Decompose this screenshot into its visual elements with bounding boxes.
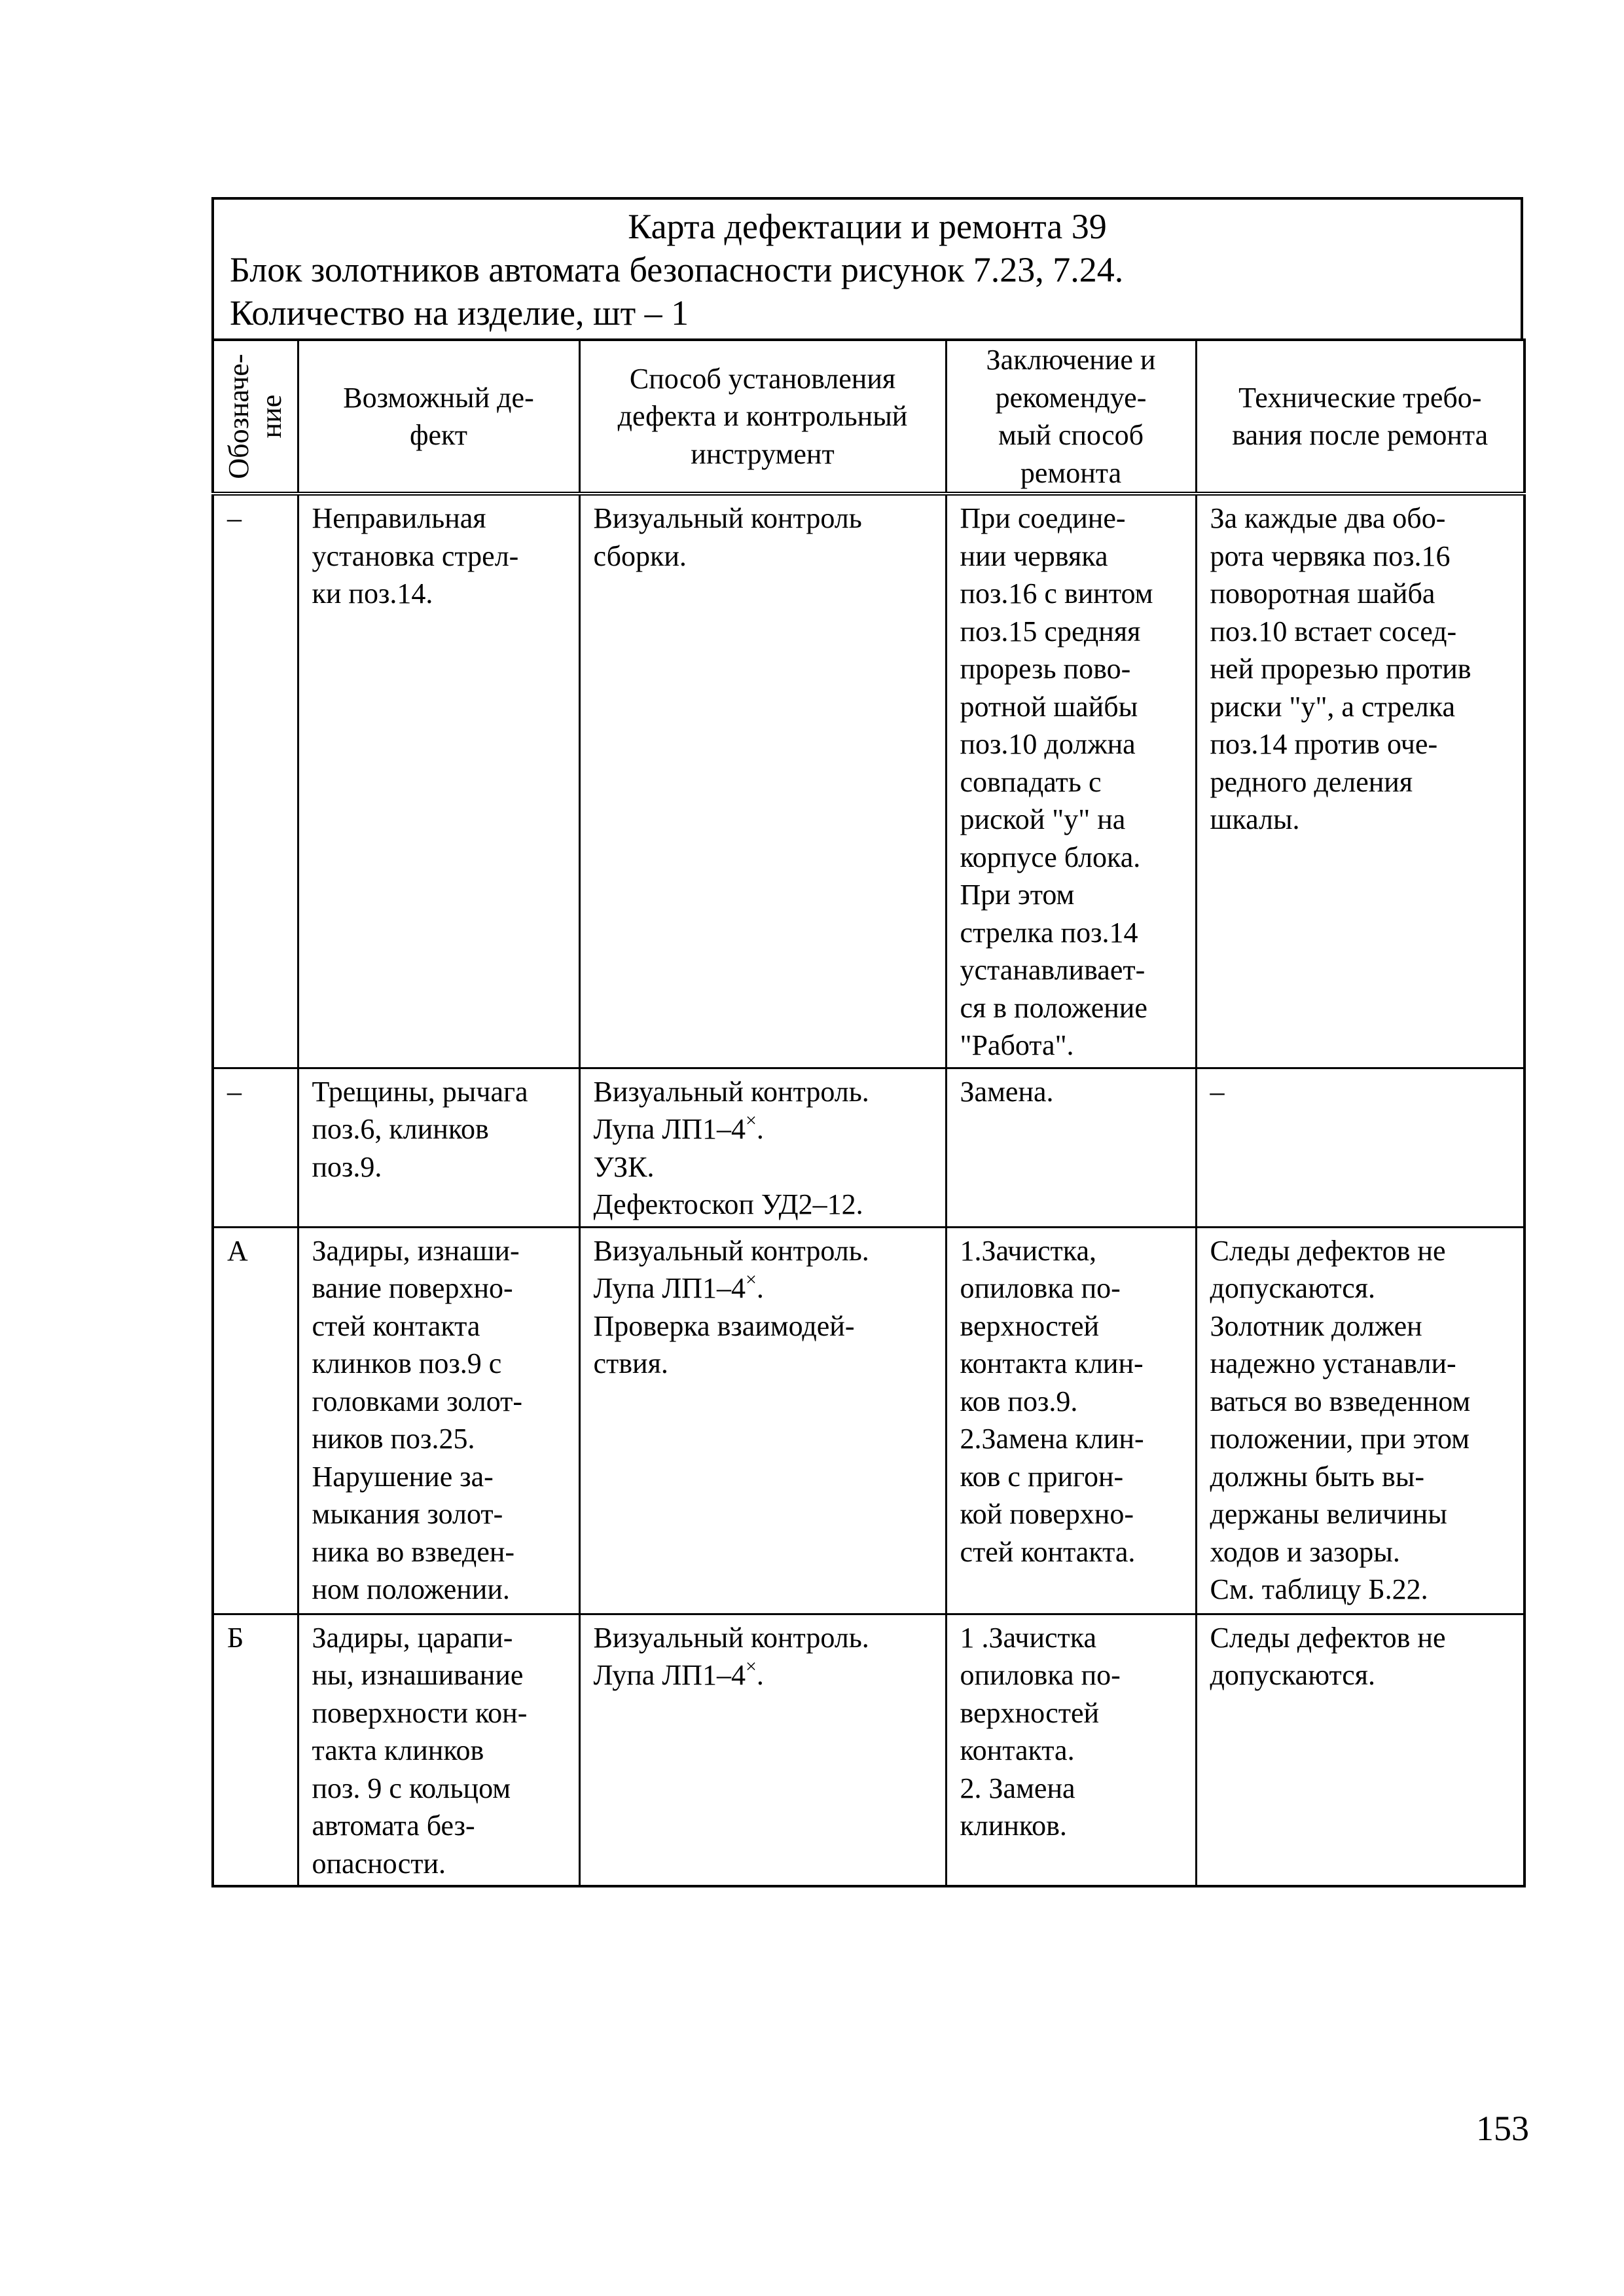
cell-line xyxy=(594,1619,933,1657)
cell-text: поз. 9 с кольцом xyxy=(312,1772,511,1804)
cell-line xyxy=(1210,1571,1512,1609)
header-defect: Возможный де- фект xyxy=(298,340,579,494)
table-row xyxy=(213,1614,1525,1886)
header-conclusion: Заключение и рекомендуе- мый способ ремонта xyxy=(946,340,1196,494)
cell-line xyxy=(960,500,1183,538)
cell-line xyxy=(960,1495,1183,1533)
cell-text: риской "у" на xyxy=(960,803,1126,835)
cell-line xyxy=(960,1656,1183,1694)
cell-text: За каждые два обо- xyxy=(1210,502,1446,534)
cell-line xyxy=(960,575,1183,613)
cell-text: верхностей xyxy=(960,1309,1100,1342)
cell-line xyxy=(1210,1533,1512,1571)
cell-line xyxy=(960,613,1183,651)
cell-text: Следы дефектов не xyxy=(1210,1234,1446,1267)
trailing-period: . xyxy=(756,1272,764,1304)
cell-text: кой поверхно- xyxy=(960,1498,1134,1530)
cell-text: риски "у", а стрелка xyxy=(1210,690,1455,723)
cell-line xyxy=(1210,575,1512,613)
cell-line xyxy=(960,538,1183,575)
cell-text: Визуальный контроль. xyxy=(593,1234,869,1267)
cell-defect xyxy=(298,1068,579,1227)
cell-line xyxy=(960,1269,1183,1307)
cell-method xyxy=(579,1068,946,1227)
table-body xyxy=(213,494,1525,1886)
cell-line xyxy=(1210,1345,1512,1383)
cell-method xyxy=(579,1227,946,1614)
cell-text: контакта. xyxy=(960,1734,1075,1766)
cell-text: Визуальный контроль. xyxy=(593,1621,869,1654)
cell-text: головками золот- xyxy=(312,1385,523,1417)
cell-line xyxy=(594,1148,933,1186)
cell-conclusion xyxy=(946,1227,1196,1614)
cell-text: допускаются. xyxy=(1210,1272,1376,1304)
cell-line xyxy=(1210,650,1512,688)
cell-text: ника во взведен- xyxy=(312,1535,515,1568)
cell-text: Следы дефектов не xyxy=(1210,1621,1446,1654)
cell-line xyxy=(312,1619,567,1657)
cell-text: поз.6, клинков xyxy=(312,1113,489,1145)
cell-text: рота червяка поз.16 xyxy=(1210,539,1451,572)
cell-line xyxy=(960,650,1183,688)
cell-line xyxy=(960,1307,1183,1345)
cell-text: Проверка взаимодей- xyxy=(593,1309,855,1342)
cell-text: Задиры, царапи- xyxy=(312,1621,513,1654)
cell-text: опиловка по- xyxy=(960,1272,1121,1304)
cell-text: ны, изнашивание xyxy=(312,1659,524,1691)
cell-line xyxy=(227,1619,285,1657)
cell-line xyxy=(960,876,1183,914)
cell-line xyxy=(1210,1073,1512,1111)
cell-designation xyxy=(213,494,298,1068)
cell-line xyxy=(312,1458,567,1496)
cell-text: ков с пригон- xyxy=(960,1460,1124,1493)
cell-line xyxy=(312,1232,567,1270)
cell-defect xyxy=(298,494,579,1068)
cell-text: ходов и зазоры. xyxy=(1210,1535,1400,1568)
cell-line xyxy=(960,763,1183,801)
superscript-mark: × xyxy=(745,1656,757,1677)
cell-line xyxy=(312,1571,567,1609)
cell-text: Нарушение за- xyxy=(312,1460,494,1493)
cell-text: нии червяка xyxy=(960,539,1108,572)
cell-line xyxy=(312,575,567,613)
cell-line xyxy=(1210,538,1512,575)
cell-text: редного деления xyxy=(1210,765,1413,798)
cell-requirements xyxy=(1196,1614,1525,1886)
cell-line xyxy=(960,1619,1183,1657)
cell-line xyxy=(960,839,1183,877)
card-header xyxy=(211,197,1523,338)
cell-text: мыкания золот- xyxy=(312,1498,503,1530)
cell-line xyxy=(312,1656,567,1694)
cell-line xyxy=(1210,1307,1512,1345)
cell-text: поз.10 должна xyxy=(960,728,1136,760)
cell-text: верхностей xyxy=(960,1696,1100,1729)
cell-line xyxy=(1210,1232,1512,1270)
cell-line xyxy=(960,1533,1183,1571)
cell-text: держаны величины xyxy=(1210,1498,1447,1530)
cell-conclusion xyxy=(946,1614,1196,1886)
cell-line xyxy=(312,1694,567,1732)
cell-text: ваться во взведенном xyxy=(1210,1385,1471,1417)
cell-line xyxy=(312,1073,567,1111)
cell-text: ся в положение xyxy=(960,991,1147,1024)
cell-text: – xyxy=(227,502,242,534)
superscript-mark: × xyxy=(745,1110,757,1131)
cell-text: "Работа". xyxy=(960,1029,1074,1061)
trailing-period: . xyxy=(756,1113,764,1145)
cell-text: ков поз.9. xyxy=(960,1385,1078,1417)
cell-line xyxy=(312,500,567,538)
cell-line xyxy=(312,1495,567,1533)
card-quantity: Количество на изделие, шт – 1 xyxy=(230,293,689,333)
cell-text: ном положении. xyxy=(312,1573,510,1605)
superscript-mark: × xyxy=(745,1269,757,1290)
card-title: Карта дефектации и ремонта 39 xyxy=(628,207,1107,246)
cell-line xyxy=(227,1232,285,1270)
cell-line xyxy=(1210,1383,1512,1421)
cell-line xyxy=(312,1307,567,1345)
cell-line xyxy=(594,1186,933,1224)
cell-line xyxy=(312,1383,567,1421)
cell-defect xyxy=(298,1227,579,1614)
cell-line xyxy=(227,500,285,538)
cell-line xyxy=(594,500,933,538)
cell-text: надежно устанавли- xyxy=(1210,1347,1456,1379)
cell-line xyxy=(960,688,1183,726)
cell-line xyxy=(312,1420,567,1458)
header-requirements: Технические требо- вания после ремонта xyxy=(1196,340,1525,494)
cell-text: положении, при этом xyxy=(1210,1423,1470,1455)
cell-text: Дефектоскоп УД2–12. xyxy=(593,1188,863,1220)
cell-text: опиловка по- xyxy=(960,1659,1121,1691)
cell-line xyxy=(960,1345,1183,1383)
cell-text: Лупа ЛП1–4 xyxy=(593,1272,746,1304)
cell-text: 1.Зачистка, xyxy=(960,1234,1096,1267)
cell-line xyxy=(312,1845,567,1883)
cell-text: Визуальный контроль xyxy=(593,502,862,534)
header-designation: Обозначе- ние xyxy=(213,340,298,494)
cell-text: поз.16 с винтом xyxy=(960,577,1153,610)
cell-line xyxy=(1210,500,1512,538)
cell-text: УЗК. xyxy=(593,1150,655,1183)
cell-line xyxy=(594,1073,933,1111)
cell-line xyxy=(1210,801,1512,839)
cell-text: поз.9. xyxy=(312,1150,382,1183)
cell-method xyxy=(579,494,946,1068)
cell-line xyxy=(312,1148,567,1186)
cell-text: См. таблицу Б.22. xyxy=(1210,1573,1428,1605)
table-row xyxy=(213,1068,1525,1227)
cell-text: поворотная шайба xyxy=(1210,577,1435,610)
cell-line xyxy=(594,1656,933,1694)
cell-line xyxy=(1210,1458,1512,1496)
cell-line xyxy=(1210,1495,1512,1533)
cell-text: клинков поз.9 с xyxy=(312,1347,502,1379)
cell-text: шкалы. xyxy=(1210,803,1300,835)
cell-line xyxy=(960,951,1183,989)
cell-text: установка стрел- xyxy=(312,539,519,572)
cell-line xyxy=(312,1770,567,1808)
header-row xyxy=(213,340,1525,494)
table-row xyxy=(213,494,1525,1068)
cell-text: ствия. xyxy=(593,1347,668,1379)
cell-text: Трещины, рычага xyxy=(312,1075,528,1108)
cell-line xyxy=(960,989,1183,1027)
cell-text: При соедине- xyxy=(960,502,1126,534)
cell-text: – xyxy=(1210,1075,1225,1108)
cell-text: – xyxy=(227,1075,242,1108)
cell-text: контакта клин- xyxy=(960,1347,1144,1379)
cell-text: устанавливает- xyxy=(960,954,1146,986)
cell-line xyxy=(960,1694,1183,1732)
cell-text: сборки. xyxy=(593,539,687,572)
cell-line xyxy=(960,1807,1183,1845)
table-row xyxy=(213,1227,1525,1614)
cell-text: ней прорезью против xyxy=(1210,653,1471,685)
cell-text: такта клинков xyxy=(312,1734,484,1766)
cell-text: Золотник должен xyxy=(1210,1309,1422,1342)
cell-line xyxy=(960,1770,1183,1808)
cell-text: Замена. xyxy=(960,1075,1054,1108)
cell-conclusion xyxy=(946,494,1196,1068)
cell-text: ки поз.14. xyxy=(312,577,433,610)
cell-text: 1 .Зачистка xyxy=(960,1621,1096,1654)
cell-line xyxy=(594,1232,933,1270)
cell-text: Визуальный контроль. xyxy=(593,1075,869,1108)
cell-designation xyxy=(213,1614,298,1886)
cell-text: поз.15 средняя xyxy=(960,615,1141,647)
cell-line xyxy=(960,1232,1183,1270)
cell-line xyxy=(1210,1269,1512,1307)
cell-line xyxy=(1210,725,1512,763)
cell-line xyxy=(1210,613,1512,651)
cell-line xyxy=(960,725,1183,763)
cell-line xyxy=(960,1027,1183,1065)
page-number: 153 xyxy=(1476,2109,1529,2148)
cell-text: ников поз.25. xyxy=(312,1423,475,1455)
cell-line xyxy=(594,1110,933,1148)
cell-method xyxy=(579,1614,946,1886)
cell-line xyxy=(312,538,567,575)
cell-text: опасности. xyxy=(312,1847,446,1880)
cell-designation xyxy=(213,1068,298,1227)
cell-text: При этом xyxy=(960,879,1075,911)
cell-line xyxy=(960,1383,1183,1421)
cell-line xyxy=(960,1732,1183,1770)
cell-line xyxy=(960,1458,1183,1496)
trailing-period: . xyxy=(756,1659,764,1691)
cell-line xyxy=(312,1345,567,1383)
cell-line xyxy=(1210,1619,1512,1657)
cell-text: стей контакта xyxy=(312,1309,480,1342)
cell-line xyxy=(960,801,1183,839)
cell-text: клинков. xyxy=(960,1810,1067,1842)
cell-line xyxy=(227,1073,285,1111)
cell-text: Лупа ЛП1–4 xyxy=(593,1113,746,1145)
cell-text: 2. Замена xyxy=(960,1772,1075,1804)
cell-text: Лупа ЛП1–4 xyxy=(593,1659,746,1691)
cell-requirements xyxy=(1196,1227,1525,1614)
cell-line xyxy=(1210,688,1512,726)
cell-line xyxy=(1210,763,1512,801)
cell-line xyxy=(594,1345,933,1383)
cell-text: Б xyxy=(227,1621,244,1654)
card-subtitle: Блок золотников автомата безопасности рисунок 7.23, 7.24. xyxy=(230,250,1124,289)
cell-line xyxy=(960,1073,1183,1111)
cell-text: должны быть вы- xyxy=(1210,1460,1425,1493)
cell-conclusion xyxy=(946,1068,1196,1227)
cell-line xyxy=(312,1807,567,1845)
cell-line xyxy=(312,1110,567,1148)
cell-line xyxy=(960,914,1183,952)
cell-text: корпусе блока. xyxy=(960,841,1141,873)
cell-designation xyxy=(213,1227,298,1614)
cell-line xyxy=(594,1269,933,1307)
cell-defect xyxy=(298,1614,579,1886)
header-method: Способ установления дефекта и контрольный инструмент xyxy=(579,340,946,494)
cell-text: поз.10 встает сосед- xyxy=(1210,615,1457,647)
defect-table xyxy=(211,338,1526,1887)
cell-text: поверхности кон- xyxy=(312,1696,528,1729)
cell-requirements xyxy=(1196,1068,1525,1227)
cell-line xyxy=(594,1307,933,1345)
cell-line xyxy=(312,1533,567,1571)
cell-text: стей контакта. xyxy=(960,1535,1136,1568)
cell-text: А xyxy=(227,1234,248,1267)
cell-line xyxy=(312,1269,567,1307)
cell-line xyxy=(1210,1656,1512,1694)
cell-requirements xyxy=(1196,494,1525,1068)
cell-line xyxy=(1210,1420,1512,1458)
cell-text: автомата без- xyxy=(312,1810,475,1842)
cell-text: допускаются. xyxy=(1210,1659,1376,1691)
cell-text: поз.14 против оче- xyxy=(1210,728,1438,760)
cell-text: совпадать с xyxy=(960,765,1102,798)
cell-line xyxy=(960,1420,1183,1458)
cell-text: прорезь пово- xyxy=(960,653,1131,685)
cell-line xyxy=(594,538,933,575)
cell-text: вание поверхно- xyxy=(312,1272,513,1304)
cell-text: Неправильная xyxy=(312,502,486,534)
cell-text: ротной шайбы xyxy=(960,690,1138,723)
cell-line xyxy=(312,1732,567,1770)
cell-text: 2.Замена клин- xyxy=(960,1423,1144,1455)
defect-card xyxy=(211,197,1523,1887)
cell-text: Задиры, изнаши- xyxy=(312,1234,520,1267)
cell-text: стрелка поз.14 xyxy=(960,916,1138,949)
